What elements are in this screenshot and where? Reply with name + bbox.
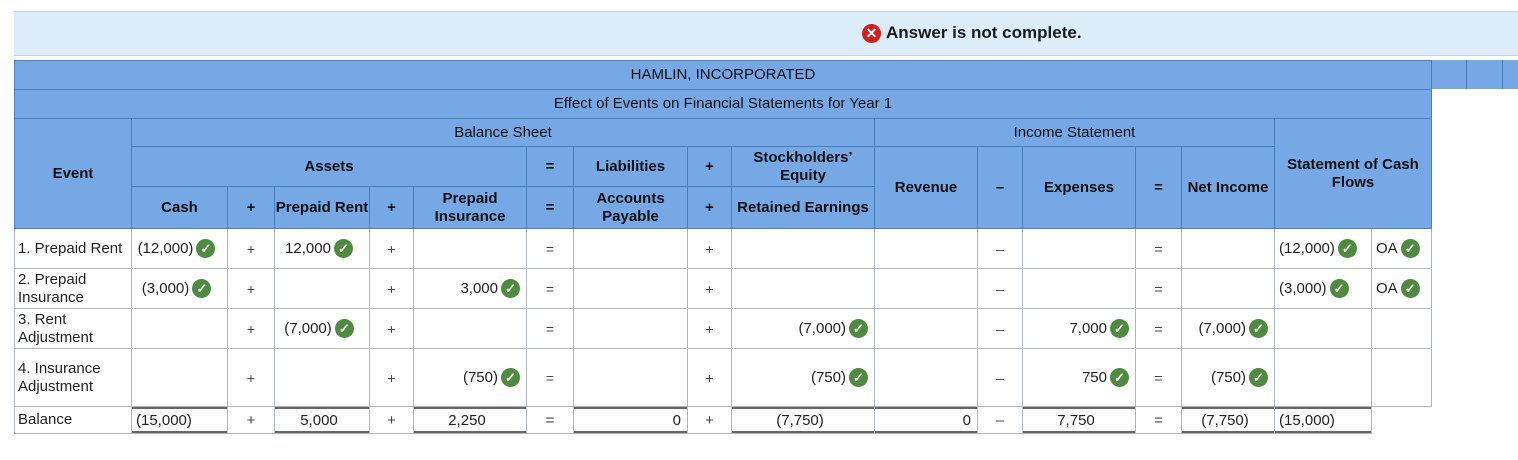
- cash-flow-value: (12,000): [1279, 240, 1335, 257]
- plus-sign: +: [228, 349, 275, 407]
- cash-input[interactable]: [132, 229, 228, 269]
- cash-balance: (15,000): [132, 407, 228, 434]
- check-icon: ✓: [1110, 319, 1129, 338]
- equals-sign: =: [1136, 229, 1182, 269]
- check-icon: ✓: [1249, 319, 1268, 338]
- prepaid-rent-input[interactable]: [275, 229, 370, 269]
- event-label: 4. Insurance Adjustment: [15, 349, 132, 407]
- cash-flow-input[interactable]: [1275, 269, 1372, 309]
- cash-flow-type-select[interactable]: [1372, 349, 1432, 407]
- stockholders-equity-header: Stockholders’ Equity: [732, 147, 875, 187]
- prepaid-insurance-input[interactable]: [414, 229, 527, 269]
- plus-sign: +: [688, 187, 732, 229]
- plus-sign: +: [228, 229, 275, 269]
- net-income-value: (7,000): [1198, 320, 1246, 337]
- error-icon: ✕: [862, 24, 881, 43]
- prepaid-insurance-header: Prepaid Insurance: [414, 187, 527, 229]
- revenue-balance: 0: [875, 407, 978, 434]
- table-subtitle: Effect of Events on Financial Statements for Year 1: [15, 90, 1432, 119]
- prepaid-rent-value: (7,000): [284, 320, 332, 337]
- cash-flow-balance: (15,000): [1275, 407, 1372, 434]
- cash-flow-input[interactable]: [1275, 349, 1372, 407]
- cash-flow-value: (3,000): [1279, 280, 1327, 297]
- revenue-input[interactable]: [875, 229, 978, 269]
- prepaid-insurance-balance: 2,250: [414, 407, 527, 434]
- prepaid-rent-input[interactable]: [275, 269, 370, 309]
- accounts-payable-input[interactable]: [574, 309, 688, 349]
- check-icon: ✓: [1249, 368, 1268, 387]
- equals-sign: =: [1136, 309, 1182, 349]
- prepaid-insurance-value: (750): [462, 369, 498, 386]
- retained-earnings-input[interactable]: [732, 229, 875, 269]
- event-label: 1. Prepaid Rent: [15, 229, 132, 269]
- expenses-input[interactable]: [1023, 309, 1136, 349]
- net-income-header: Net Income: [1182, 147, 1275, 229]
- cash-flow-type-value: OA: [1376, 280, 1398, 297]
- cash-input[interactable]: [132, 269, 228, 309]
- prepaid-insurance-value: 3,000: [460, 280, 498, 297]
- accounts-payable-header: Accounts Payable: [574, 187, 688, 229]
- revenue-input[interactable]: [875, 309, 978, 349]
- equals-sign: =: [1136, 269, 1182, 309]
- net-income-input[interactable]: [1182, 269, 1275, 309]
- expenses-input[interactable]: [1023, 349, 1136, 407]
- plus-sign: +: [228, 187, 275, 229]
- plus-sign: +: [228, 309, 275, 349]
- cash-header: Cash: [132, 187, 228, 229]
- plus-sign: +: [370, 269, 414, 309]
- balance-label: Balance: [15, 407, 132, 434]
- balance-sheet-header: Balance Sheet: [132, 119, 875, 147]
- check-icon: ✓: [501, 368, 520, 387]
- cash-flow-type-select[interactable]: [1372, 269, 1432, 309]
- check-icon: ✓: [1401, 239, 1420, 258]
- accounts-payable-balance: 0: [574, 407, 688, 434]
- accounts-payable-input[interactable]: [574, 269, 688, 309]
- check-icon: ✓: [849, 319, 868, 338]
- plus-sign: +: [688, 269, 732, 309]
- empty-cell: [1372, 407, 1432, 434]
- equals-sign: =: [527, 147, 574, 187]
- financial-statements-table: [14, 60, 1432, 434]
- plus-sign: +: [688, 349, 732, 407]
- expenses-balance: 7,750: [1023, 407, 1136, 434]
- plus-sign: +: [228, 269, 275, 309]
- prepaid-rent-input[interactable]: [275, 349, 370, 407]
- check-icon: ✓: [849, 368, 868, 387]
- expenses-input[interactable]: [1023, 229, 1136, 269]
- check-icon: ✓: [1338, 239, 1357, 258]
- plus-sign: +: [688, 229, 732, 269]
- expenses-input[interactable]: [1023, 269, 1136, 309]
- prepaid-rent-value: 12,000: [285, 240, 331, 257]
- prepaid-insurance-input[interactable]: [414, 349, 527, 407]
- plus-sign: +: [370, 187, 414, 229]
- retained-earnings-value: (7,000): [798, 320, 846, 337]
- plus-sign: +: [688, 407, 732, 434]
- header-strip-cell: [1502, 60, 1518, 89]
- net-income-balance: (7,750): [1182, 407, 1275, 434]
- plus-sign: +: [228, 407, 275, 434]
- check-icon: ✓: [196, 239, 215, 258]
- check-icon: ✓: [334, 239, 353, 258]
- plus-sign: +: [688, 147, 732, 187]
- prepaid-rent-input[interactable]: [275, 309, 370, 349]
- equals-sign: =: [527, 187, 574, 229]
- minus-sign: –: [978, 229, 1023, 269]
- revenue-input[interactable]: [875, 349, 978, 407]
- check-icon: ✓: [1401, 279, 1420, 298]
- table-row: [15, 309, 1432, 349]
- table-row: [15, 269, 1432, 309]
- check-icon: ✓: [192, 279, 211, 298]
- check-icon: ✓: [501, 279, 520, 298]
- assets-header: Assets: [132, 147, 527, 187]
- retained-earnings-input[interactable]: [732, 349, 875, 407]
- check-icon: ✓: [1330, 279, 1349, 298]
- plus-sign: +: [688, 309, 732, 349]
- plus-sign: +: [370, 349, 414, 407]
- expenses-header: Expenses: [1023, 147, 1136, 229]
- net-income-input[interactable]: [1182, 309, 1275, 349]
- prepaid-rent-balance: 5,000: [275, 407, 370, 434]
- revenue-input[interactable]: [875, 269, 978, 309]
- table-row: [15, 229, 1432, 269]
- equals-sign: =: [1136, 147, 1182, 229]
- expenses-value: 7,000: [1069, 320, 1107, 337]
- minus-sign: –: [978, 407, 1023, 434]
- revenue-header: Revenue: [875, 147, 978, 229]
- feedback-banner: [14, 11, 1518, 56]
- minus-sign: –: [978, 147, 1023, 229]
- net-income-value: (750): [1210, 369, 1246, 386]
- net-income-input[interactable]: [1182, 349, 1275, 407]
- equals-sign: =: [527, 407, 574, 434]
- minus-sign: –: [978, 349, 1023, 407]
- equals-sign: =: [527, 309, 574, 349]
- cash-input[interactable]: [132, 349, 228, 407]
- event-label: 2. Prepaid Insurance: [15, 269, 132, 309]
- retained-earnings-header: Retained Earnings: [732, 187, 875, 229]
- prepaid-rent-header: Prepaid Rent: [275, 187, 370, 229]
- equals-sign: =: [527, 349, 574, 407]
- accounts-payable-input[interactable]: [574, 349, 688, 407]
- liabilities-header: Liabilities: [574, 147, 688, 187]
- balance-row: [15, 407, 1432, 434]
- feedback-text: Answer is not complete.: [886, 23, 1082, 42]
- header-strip-cell: [1430, 60, 1467, 89]
- retained-earnings-input[interactable]: [732, 309, 875, 349]
- check-icon: ✓: [1110, 368, 1129, 387]
- retained-earnings-value: (750): [810, 369, 846, 386]
- cash-flow-type-value: OA: [1376, 240, 1398, 257]
- event-label: 3. Rent Adjustment: [15, 309, 132, 349]
- equals-sign: =: [1136, 349, 1182, 407]
- net-income-input[interactable]: [1182, 229, 1275, 269]
- retained-earnings-balance: (7,750): [732, 407, 875, 434]
- cash-flows-header: Statement of Cash Flows: [1275, 119, 1432, 229]
- equals-sign: =: [527, 229, 574, 269]
- prepaid-insurance-input[interactable]: [414, 269, 527, 309]
- cash-flow-input[interactable]: [1275, 229, 1372, 269]
- cash-flow-type-select[interactable]: [1372, 309, 1432, 349]
- cash-value: (12,000): [137, 240, 194, 257]
- accounts-payable-input[interactable]: [574, 229, 688, 269]
- plus-sign: +: [370, 309, 414, 349]
- header-strip-cell: [1466, 60, 1503, 89]
- minus-sign: –: [978, 309, 1023, 349]
- expenses-value: 750: [1081, 369, 1107, 386]
- company-title: HAMLIN, INCORPORATED: [15, 61, 1432, 90]
- feedback-message: [862, 23, 1082, 43]
- plus-sign: +: [370, 229, 414, 269]
- cash-flow-input[interactable]: [1275, 309, 1372, 349]
- minus-sign: –: [978, 269, 1023, 309]
- check-icon: ✓: [335, 319, 354, 338]
- prepaid-insurance-input[interactable]: [414, 309, 527, 349]
- cash-flow-type-select[interactable]: [1372, 229, 1432, 269]
- cash-value: (3,000): [141, 280, 190, 297]
- plus-sign: +: [370, 407, 414, 434]
- equals-sign: =: [1136, 407, 1182, 434]
- retained-earnings-input[interactable]: [732, 269, 875, 309]
- cash-input[interactable]: [132, 309, 228, 349]
- equals-sign: =: [527, 269, 574, 309]
- income-statement-header: Income Statement: [875, 119, 1275, 147]
- event-header: Event: [15, 119, 132, 229]
- table-row: [15, 349, 1432, 407]
